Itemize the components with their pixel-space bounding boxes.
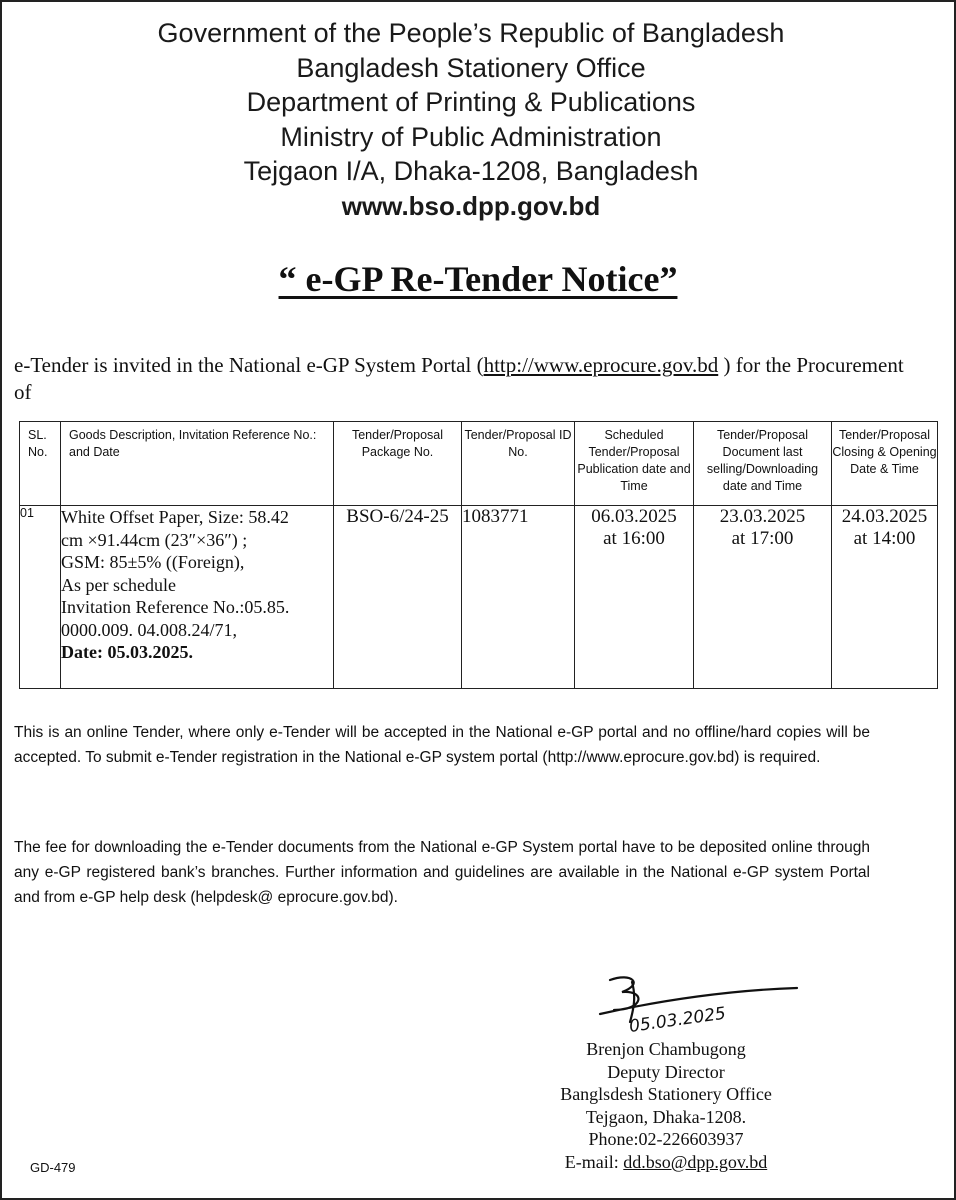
form-code: GD-479 <box>30 1160 76 1175</box>
publication-date: 06.03.2025 <box>591 506 677 527</box>
tender-table <box>19 421 938 689</box>
email-label: E-mail: <box>564 1151 624 1172</box>
header-goods-description: Goods Description, Invitation Reference No.: and Date <box>61 422 334 506</box>
selling-date: 23.03.2025 <box>719 506 806 527</box>
desc-line: White Offset Paper, Size: 58.42 <box>61 507 289 527</box>
row-goods-description <box>61 506 334 689</box>
officer-email-link[interactable]: dd.bso@dpp.gov.bd <box>623 1151 768 1172</box>
officer-email-line <box>536 1151 796 1174</box>
header-closing-date: Tender/Proposal Closing & Opening Date & Time <box>832 422 938 506</box>
letterhead <box>2 16 954 223</box>
table-header-row <box>20 422 938 506</box>
officer-office: Banglsdesh Stationery Office <box>560 1084 772 1104</box>
intro-text-before: e-Tender is invited in the National e-GP System Portal ( <box>14 353 484 377</box>
row-id-no: 1083771 <box>462 506 575 689</box>
row-publication-date <box>575 506 694 689</box>
website-link[interactable]: www.bso.dpp.gov.bd <box>341 190 601 221</box>
fee-paragraph: The fee for downloading the e-Tender documents from the National e-GP System portal have to be deposited online through any e-GP registered bank’s branches. Further information and guidelines are available in the National e-GP system Portal and from e-GP help desk (helpdesk@ eprocure.gov.bd). <box>14 839 870 906</box>
officer-name: Brenjon Chambugong <box>586 1039 746 1059</box>
officer-phone: Phone:02-226603937 <box>588 1129 744 1149</box>
intro-text <box>14 352 924 406</box>
office-name: Bangladesh Stationery Office <box>296 52 646 83</box>
signatory-block <box>536 1038 796 1173</box>
header-sl: SL. No. <box>20 422 61 506</box>
header-publication-date: Scheduled Tender/Proposal Publication date and Time <box>575 422 694 506</box>
desc-date-line: Date: 05.03.2025. <box>61 642 193 662</box>
signature-image <box>592 970 802 1040</box>
department-name: Department of Printing & Publications <box>246 87 696 117</box>
table-row <box>20 506 938 689</box>
header-package-no: Tender/Proposal Package No. <box>334 422 462 506</box>
notice-title: “ e-GP Re-Tender Notice” <box>278 259 678 299</box>
intro-text-after: ) for the Procurement of <box>14 353 904 404</box>
officer-address: Tejgaon, Dhaka-1208. <box>585 1106 747 1127</box>
publication-time: at 16:00 <box>603 528 665 549</box>
closing-date: 24.03.2025 <box>841 506 928 527</box>
online-tender-paragraph: This is an online Tender, where only e-Tender will be accepted in the National e-GP portal and no offline/hard copies will be accepted. To submit e-Tender registration in the National e-GP system portal (http://www.eprocure.gov.bd) is required. <box>14 724 870 766</box>
officer-designation: Deputy Director <box>607 1061 725 1082</box>
row-package-no: BSO-6/24-25 <box>334 506 462 689</box>
row-selling-date <box>694 506 832 689</box>
header-selling-date: Tender/Proposal Document last selling/Downloading date and Time <box>694 422 832 506</box>
desc-line: Invitation Reference No.:05.85. <box>61 597 290 617</box>
eprocure-link[interactable]: http://www.eprocure.gov.bd <box>483 353 719 377</box>
desc-line: As per schedule <box>61 574 176 595</box>
desc-line: cm ×91.44cm (23″×36″) ; <box>61 529 248 550</box>
desc-line: 0000.009. 04.008.24/71, <box>61 619 238 640</box>
signature-date: 05.03.2025 <box>627 1003 728 1037</box>
row-closing-date <box>832 506 938 689</box>
ministry-name: Ministry of Public Administration <box>280 121 662 152</box>
row-sl: 01 <box>20 506 61 689</box>
selling-time: at 17:00 <box>731 528 794 549</box>
office-address: Tejgaon I/A, Dhaka-1208, Bangladesh <box>243 156 699 186</box>
government-name: Government of the People’s Republic of Bangladesh <box>157 18 785 48</box>
header-id-no: Tender/Proposal ID No. <box>462 422 575 506</box>
closing-time: at 14:00 <box>853 528 916 549</box>
desc-line: GSM: 85±5% ((Foreign), <box>61 552 245 572</box>
